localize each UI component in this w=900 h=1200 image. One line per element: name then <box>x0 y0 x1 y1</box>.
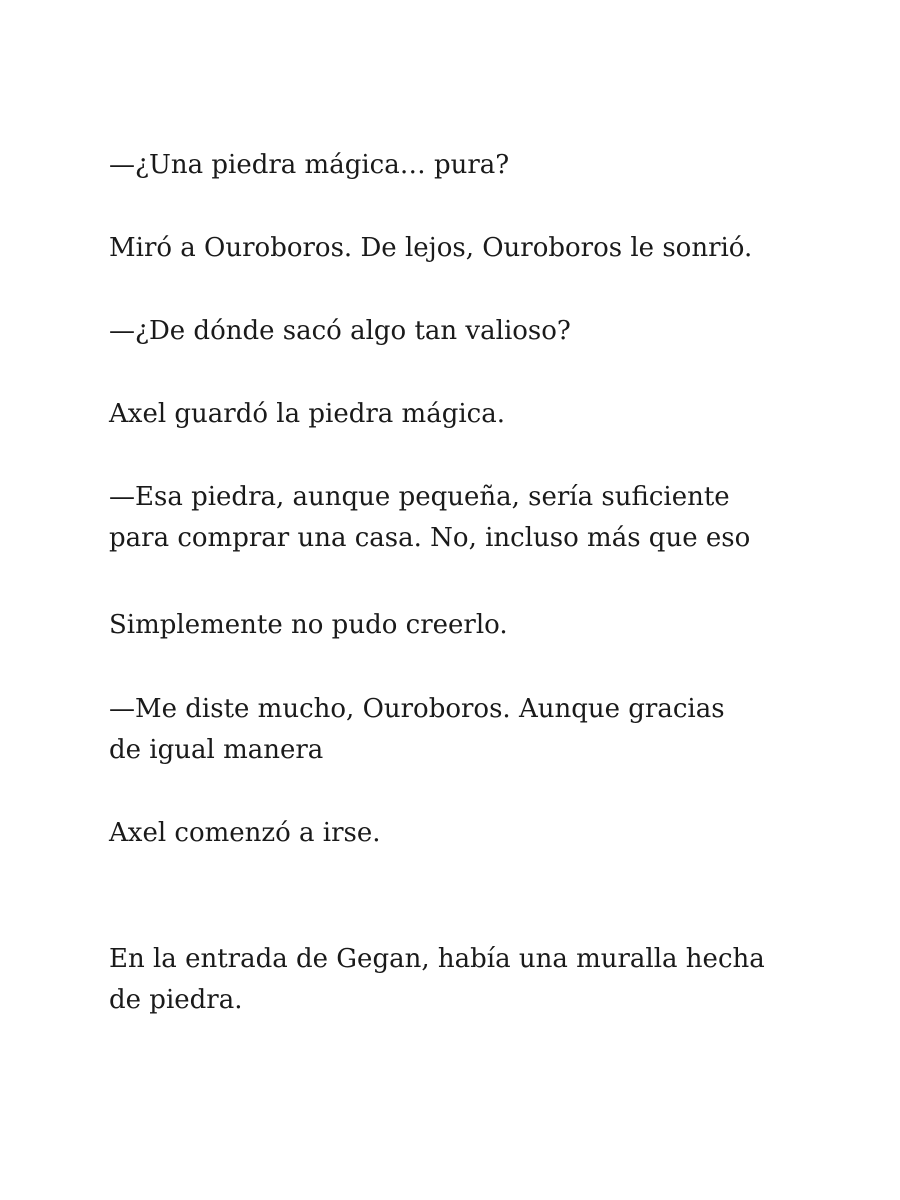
paragraph-9 <box>109 939 809 1021</box>
paragraph-7 <box>109 689 809 771</box>
text-line: de piedra. <box>109 985 243 1015</box>
paragraph-6 <box>109 605 809 646</box>
text-line: Axel guardó la piedra mágica. <box>109 399 505 429</box>
paragraph-5 <box>109 477 809 559</box>
paragraph-2 <box>109 228 809 269</box>
text-line: —Me diste mucho, Ouroboros. Aunque gracias <box>109 694 725 724</box>
paragraph-8 <box>109 813 809 854</box>
text-line: Miró a Ouroboros. De lejos, Ouroboros le sonrió. <box>109 233 753 263</box>
text-line: —Esa piedra, aunque pequeña, sería suficiente <box>109 482 730 512</box>
paragraph-1 <box>109 145 809 186</box>
text-line: —¿De dónde sacó algo tan valioso? <box>109 316 571 346</box>
text-line: —¿Una piedra mágica… pura? <box>109 150 510 180</box>
text-line: de igual manera <box>109 735 324 765</box>
text-line: para comprar una casa. No, incluso más que eso <box>109 523 751 553</box>
paragraph-3 <box>109 311 809 352</box>
paragraph-4 <box>109 394 809 435</box>
text-line: En la entrada de Gegan, había una muralla hecha <box>109 944 765 974</box>
text-line: Simplemente no pudo creerlo. <box>109 610 508 640</box>
text-line: Axel comenzó a irse. <box>109 818 381 848</box>
